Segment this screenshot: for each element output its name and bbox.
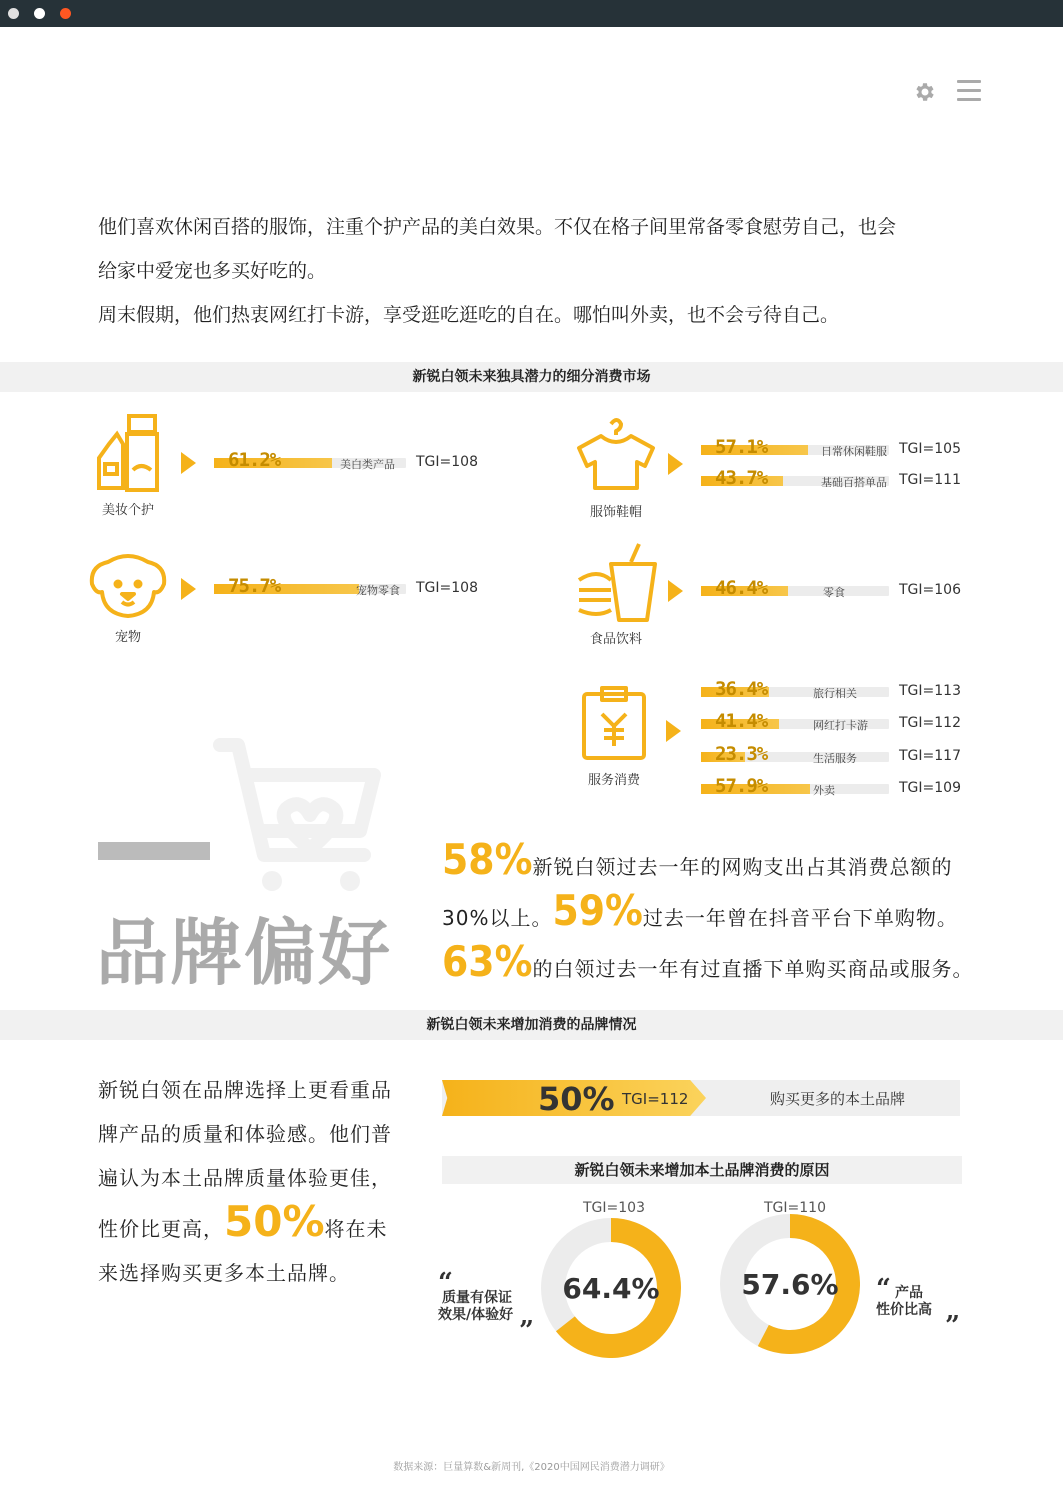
stat-1-text: 新锐白领过去一年的网购支出占其消费总额的 bbox=[532, 855, 953, 879]
category-label-pet: 宠物 bbox=[114, 630, 141, 645]
category-label-cosmetics: 美妆个护 bbox=[101, 503, 154, 518]
quote-quality-line-1: 质量有保证 bbox=[442, 1290, 512, 1306]
quote-quality bbox=[438, 1268, 534, 1346]
arrow-icon bbox=[668, 580, 683, 602]
reason-section-title: 新锐白领未来增加本土品牌消费的原因 bbox=[442, 1156, 962, 1184]
bar-row bbox=[701, 743, 961, 765]
donut-2-tgi: TGI=110 bbox=[764, 1200, 826, 1216]
clothing-icon bbox=[575, 414, 657, 492]
window-dot-orange[interactable] bbox=[60, 8, 71, 19]
brand-text-50-percent: 50% bbox=[224, 1197, 325, 1246]
donut-label: 64.4% bbox=[562, 1272, 660, 1305]
local-brand-bar-pct: 50% bbox=[538, 1080, 615, 1118]
donut-chart-value bbox=[720, 1214, 860, 1354]
bar-item-name: 宠物零食 bbox=[356, 584, 400, 597]
brand-title-dash bbox=[98, 842, 210, 860]
bar-tgi: TGI=106 bbox=[899, 582, 961, 598]
stat-1-text-2: 30%以上。 bbox=[442, 906, 553, 930]
bar-row bbox=[701, 467, 961, 489]
category-label-clothing: 服饰鞋帽 bbox=[589, 505, 642, 520]
bar-percent: 57.1% bbox=[715, 436, 768, 458]
bar-percent: 75.7% bbox=[228, 575, 281, 597]
bar-percent: 61.2% bbox=[228, 449, 281, 471]
bar-item-name: 旅行相关 bbox=[813, 687, 857, 700]
intro-line-1: 他们喜欢休闲百搭的服饰，注重个护产品的美白效果。不仅在格子间里常备零食慰劳自己，也会 bbox=[98, 216, 897, 238]
bar-item-name: 基础百搭单品 bbox=[821, 476, 887, 489]
arrow-icon bbox=[181, 452, 196, 474]
bar-tgi: TGI=108 bbox=[416, 454, 478, 470]
intro-paragraph bbox=[98, 205, 978, 337]
bar-tgi: TGI=105 bbox=[899, 441, 961, 457]
donut-label: 57.6% bbox=[741, 1268, 839, 1301]
quote-quality-line-2: 效果/体验好 bbox=[438, 1307, 514, 1323]
intro-line-3: 周末假期，他们热衷网红打卡游，享受逛吃逛吃的自在。哪怕叫外卖，也不会亏待自己。 bbox=[98, 304, 840, 326]
bar-row bbox=[214, 575, 478, 597]
bar-tgi: TGI=113 bbox=[899, 683, 961, 699]
stat-59-percent: 59% bbox=[552, 886, 643, 935]
quote-value-line-2: 性价比高 bbox=[876, 1302, 932, 1318]
quote-value bbox=[876, 1274, 960, 1341]
close-quote-icon: ” bbox=[519, 1316, 534, 1346]
bar-percent: 46.4% bbox=[715, 577, 768, 599]
food-drink-icon bbox=[575, 540, 659, 624]
bar-item-name: 网红打卡游 bbox=[813, 719, 868, 732]
service-icon bbox=[580, 682, 648, 762]
stat-58-percent: 58% bbox=[442, 835, 533, 884]
top-toolbar bbox=[913, 78, 993, 108]
arrow-icon bbox=[666, 720, 681, 742]
window-dot-white[interactable] bbox=[34, 8, 45, 19]
bar-item-name: 零食 bbox=[823, 586, 845, 599]
hamburger-menu-icon[interactable] bbox=[957, 80, 981, 102]
bar-row bbox=[701, 577, 961, 599]
bar-row bbox=[701, 678, 961, 700]
brand-section-title: 品牌偏好 bbox=[96, 911, 393, 995]
bar-tgi: TGI=109 bbox=[899, 780, 961, 796]
bar-percent: 41.4% bbox=[715, 710, 768, 732]
bar-item-name: 外卖 bbox=[813, 784, 835, 797]
gear-icon[interactable] bbox=[913, 80, 937, 104]
local-brand-bar-tgi: TGI=112 bbox=[622, 1090, 689, 1108]
intro-line-2: 给家中爱宠也多买好吃的。 bbox=[98, 260, 327, 282]
section-title-brand: 新锐白领未来增加消费的品牌情况 bbox=[0, 1010, 1063, 1040]
donut-1-tgi: TGI=103 bbox=[583, 1200, 645, 1216]
bar-row bbox=[701, 710, 961, 732]
cosmetics-icon bbox=[95, 412, 161, 492]
bar-tgi: TGI=117 bbox=[899, 748, 961, 764]
bar-percent: 57.9% bbox=[715, 775, 768, 797]
brand-stats bbox=[442, 835, 1002, 991]
window-dot-gray[interactable] bbox=[8, 8, 19, 19]
bar-row bbox=[701, 436, 961, 458]
window-titlebar bbox=[0, 0, 1063, 27]
close-quote-icon: ” bbox=[945, 1311, 960, 1341]
bar-row bbox=[214, 449, 478, 471]
shopping-cart-watermark-icon bbox=[210, 735, 390, 895]
arrow-icon bbox=[181, 578, 196, 600]
data-source-note: 数据来源：巨量算数&新周刊,《2020中国网民消费潜力调研》 bbox=[393, 1462, 670, 1473]
bar-item-name: 生活服务 bbox=[813, 752, 857, 765]
section-title-market: 新锐白领未来独具潜力的细分消费市场 bbox=[0, 362, 1063, 392]
category-label-service: 服务消费 bbox=[587, 773, 640, 788]
brand-text-b: 将在未来选择购买更多本土品牌。 bbox=[98, 1217, 388, 1285]
category-label-food: 食品饮料 bbox=[589, 632, 642, 647]
bar-row bbox=[701, 775, 961, 797]
quote-value-line-1: 产品 bbox=[894, 1285, 923, 1301]
open-quote-icon: “ bbox=[876, 1274, 891, 1304]
brand-description bbox=[98, 1068, 398, 1295]
open-quote-icon: “ bbox=[438, 1268, 453, 1298]
local-brand-bar-label: 购买更多的本土品牌 bbox=[770, 1090, 906, 1108]
donut-chart-quality bbox=[541, 1218, 681, 1358]
bar-tgi: TGI=108 bbox=[416, 580, 478, 596]
bar-tgi: TGI=112 bbox=[899, 715, 961, 731]
bar-percent: 43.7% bbox=[715, 467, 768, 489]
bar-percent: 23.3% bbox=[715, 743, 768, 765]
bar-percent: 36.4% bbox=[715, 678, 768, 700]
local-brand-bar bbox=[442, 1080, 960, 1116]
stat-63-percent: 63% bbox=[442, 937, 533, 986]
arrow-icon bbox=[668, 453, 683, 475]
stat-2-text: 过去一年曾在抖音平台下单购物。 bbox=[642, 906, 958, 930]
bar-item-name: 美白类产品 bbox=[340, 458, 395, 471]
stat-3-text: 的白领过去一年有过直播下单购买商品或服务。 bbox=[532, 957, 974, 981]
dog-icon bbox=[88, 552, 168, 618]
bar-tgi: TGI=111 bbox=[899, 472, 961, 488]
brand-text-a: 新锐白领在品牌选择上更看重品牌产品的质量和体验感。他们普遍认为本土品牌质量体验更佳，性价比更高， bbox=[98, 1078, 392, 1241]
bar-item-name: 日常休闲鞋服 bbox=[821, 445, 887, 458]
